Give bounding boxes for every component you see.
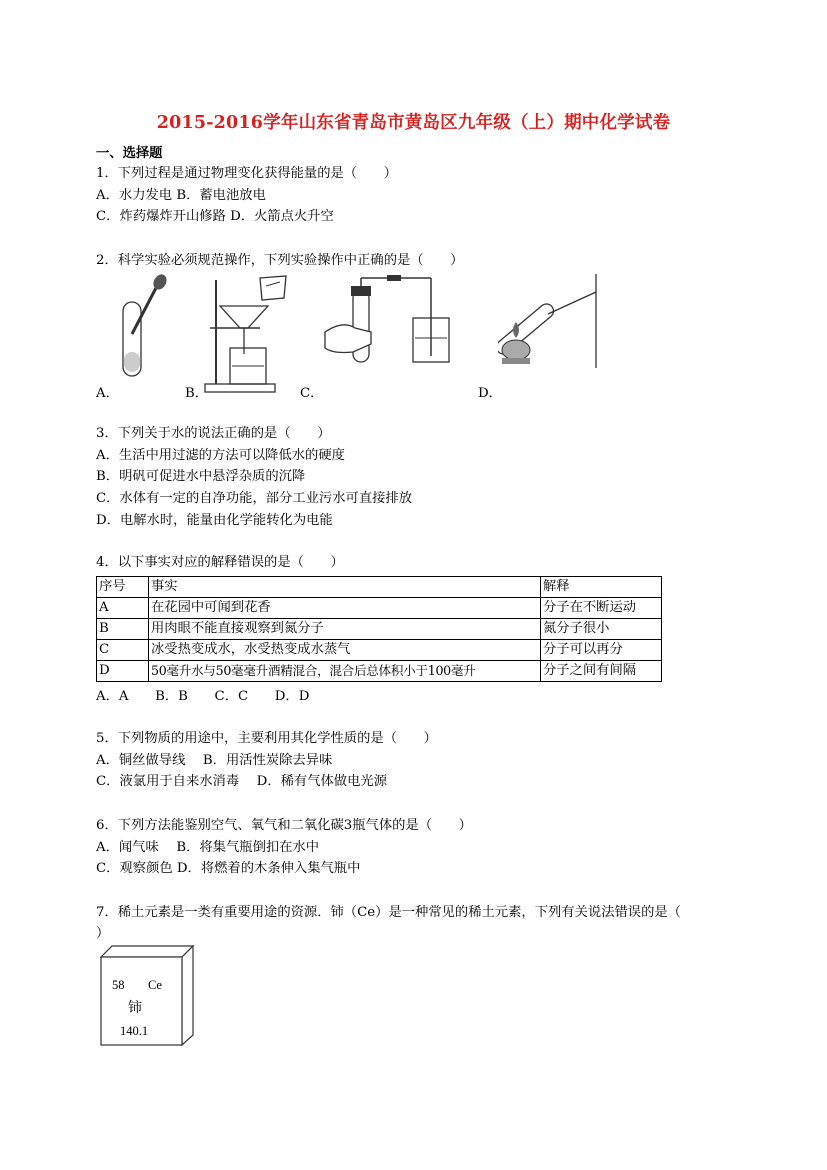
question-3-option-a: A．生活中用过滤的方法可以降低水的硬度	[96, 448, 345, 463]
page-title: 2015-2016学年山东省青岛市黄岛区九年级（上）期中化学试卷	[156, 113, 671, 133]
question-2-stem: 2．科学实验必须规范操作，下列实验操作中正确的是（ ）	[96, 253, 464, 268]
table-cell: 用肉眼不能直接观察到氮分子	[149, 619, 541, 640]
question-6-options-ab: A．闻气味 B．将集气瓶倒扣在水中	[96, 840, 320, 855]
table-header-row	[97, 577, 662, 598]
table-cell: 冰受热变成水，水受热变成水蒸气	[149, 640, 541, 661]
airtight-check-figure	[323, 272, 453, 372]
table-row	[97, 619, 662, 640]
question-4-options: A．A B．B C．C D．D	[96, 689, 310, 704]
table-cell: 氮分子很小	[541, 619, 662, 640]
question-3-option-d: D．电解水时，能量由化学能转化为电能	[96, 513, 333, 528]
table-cell: 分子在不断运动	[541, 598, 662, 619]
filtration-figure	[200, 272, 300, 397]
heating-test-tube-figure	[498, 272, 608, 372]
table-cell: A	[97, 598, 149, 619]
question-2-label-d: D．	[478, 386, 502, 401]
table-cell: 分子之间有间隔	[541, 661, 662, 682]
section-heading: 一、选择题	[96, 146, 163, 161]
table-row	[97, 661, 662, 682]
question-7-stem: 7．稀土元素是一类有重要用途的资源．铈（Ce）是一种常见的稀土元素，下列有关说法错误的是（	[96, 905, 681, 920]
question-2-label-a: A．	[96, 386, 119, 401]
table-cell: B	[97, 619, 149, 640]
question-3-option-b: B．明矾可促进水中悬浮杂质的沉降	[96, 469, 306, 484]
question-4-stem: 4．以下事实对应的解释错误的是（ ）	[96, 555, 344, 570]
question-5-options-cd: C．液氯用于自来水消毒 D．稀有气体做电光源	[96, 774, 387, 789]
dropper-test-tube-figure	[113, 272, 173, 382]
element-symbol: Ce	[148, 978, 162, 992]
question-2-label-b: B．	[185, 386, 209, 401]
question-6-options-cd: C．观察颜色 D．将燃着的木条伸入集气瓶中	[96, 861, 361, 876]
element-atomic-mass: 140.1	[120, 1024, 149, 1038]
table-cell: 分子可以再分	[541, 640, 662, 661]
table-cell: D	[97, 661, 149, 682]
question-3-option-c: C．水体有一定的自净功能，部分工业污水可直接排放	[96, 491, 413, 506]
question-5-stem: 5．下列物质的用途中，主要利用其化学性质的是（ ）	[96, 731, 437, 746]
table-row	[97, 640, 662, 661]
table-cell: C	[97, 640, 149, 661]
table-cell: 在花园中可闻到花香	[149, 598, 541, 619]
table-header: 事实	[149, 577, 541, 598]
table-cell: 50毫升水与50毫毫升酒精混合，混合后总体积小于100毫升	[149, 661, 541, 682]
table-header: 解释	[541, 577, 662, 598]
question-1-options-ab: A．水力发电 B．蓄电池放电	[96, 188, 266, 203]
element-atomic-number: 58	[112, 978, 125, 992]
facts-table	[96, 576, 662, 682]
element-name: 铈	[128, 1000, 142, 1016]
question-1-options-cd: C．炸药爆炸开山修路 D．火箭点火升空	[96, 209, 334, 224]
question-2-label-c: C．	[300, 386, 324, 401]
question-1-stem: 1．下列过程是通过物理变化获得能量的是（ ）	[96, 166, 397, 181]
question-5-options-ab: A．铜丝做导线 B．用活性炭除去异味	[96, 753, 333, 768]
table-row	[97, 598, 662, 619]
table-header: 序号	[97, 577, 149, 598]
question-3-stem: 3．下列关于水的说法正确的是（ ）	[96, 426, 331, 441]
question-6-stem: 6．下列方法能鉴别空气、氧气和二氧化碳3瓶气体的是（ ）	[96, 818, 472, 833]
question-7-stem-tail: ）	[96, 926, 110, 941]
